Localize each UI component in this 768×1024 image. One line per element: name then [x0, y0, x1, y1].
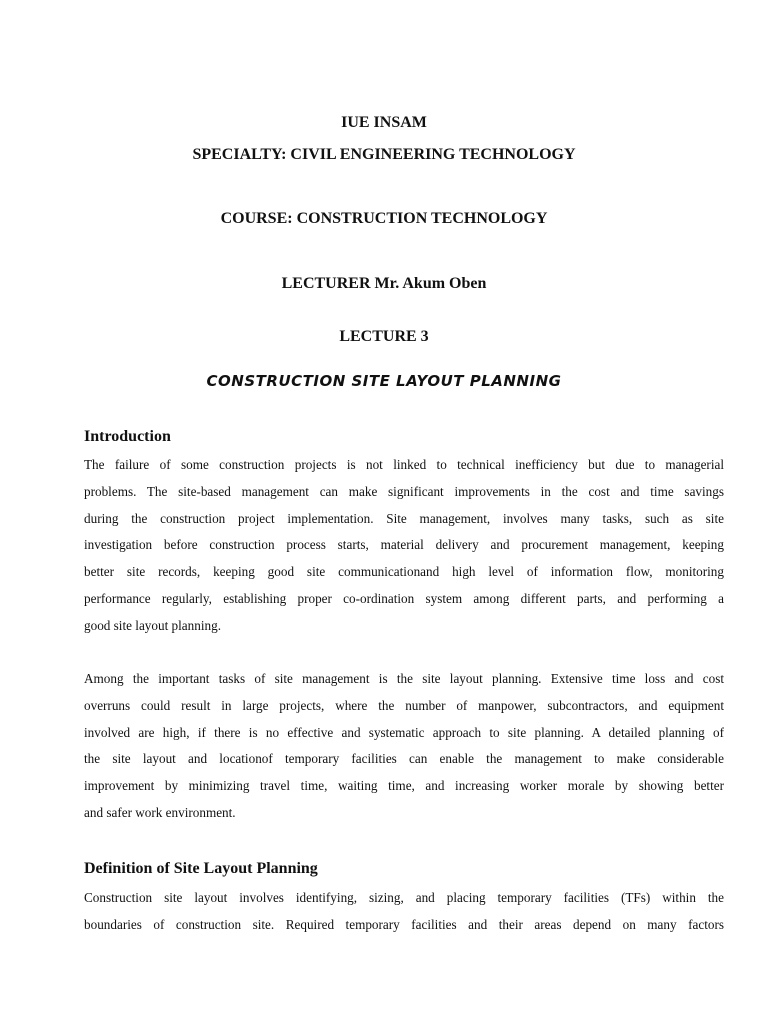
paragraph-line: The failure of some construction projects is not linked to technical inefficiency but due to managerial	[84, 457, 724, 472]
paragraph-line: boundaries of construction site. Required temporary facilities and their areas depend on many factors	[84, 916, 724, 932]
introduction-paragraph-1	[84, 452, 724, 640]
specialty-line: SPECIALTY: CIVIL ENGINEERING TECHNOLOGY	[192, 146, 576, 163]
paragraph-line: good site layout planning.	[84, 617, 221, 633]
paragraph-line: the site layout and locationof temporary facilities can enable the management to make considerable	[84, 751, 724, 767]
paragraph-line: Among the important tasks of site management is the site layout planning. Extensive time loss and cost	[84, 671, 724, 686]
document-title: CONSTRUCTION SITE LAYOUT PLANNING	[206, 372, 562, 390]
definition-paragraph-1	[84, 885, 724, 939]
course-line: COURSE: CONSTRUCTION TECHNOLOGY	[220, 210, 548, 227]
paragraph-line: involved are high, if there is no effective and systematic approach to site planning. A detailed planning of	[84, 724, 724, 740]
paragraph-line: and safer work environment.	[84, 804, 236, 820]
paragraph-line: performance regularly, establishing proper co-ordination system among different parts, and performing a	[84, 590, 724, 606]
definition-heading: Definition of Site Layout Planning	[84, 860, 318, 877]
introduction-heading: Introduction	[84, 428, 171, 445]
lecturer-line: LECTURER Mr. Akum Oben	[281, 275, 487, 292]
paragraph-line: overruns could result in large projects, where the number of manpower, subcontractors, and equipment	[84, 697, 724, 713]
paragraph-line: Construction site layout involves identifying, sizing, and placing temporary facilities (TFs) within the	[84, 890, 724, 905]
paragraph-line: investigation before construction process starts, material delivery and procurement management, keeping	[84, 537, 724, 553]
institution-name: IUE INSAM	[341, 114, 427, 131]
introduction-paragraph-2	[84, 666, 724, 827]
paragraph-line: problems. The site-based management can make significant improvements in the cost and time savings	[84, 483, 724, 499]
paragraph-line: during the construction project implementation. Site management, involves many tasks, such as site	[84, 510, 724, 526]
lecture-number: LECTURE 3	[339, 328, 429, 345]
paragraph-line: better site records, keeping good site communicationand high level of information flow, monitoring	[84, 564, 724, 580]
paragraph-line: improvement by minimizing travel time, waiting time, and increasing worker morale by showing better	[84, 778, 724, 794]
